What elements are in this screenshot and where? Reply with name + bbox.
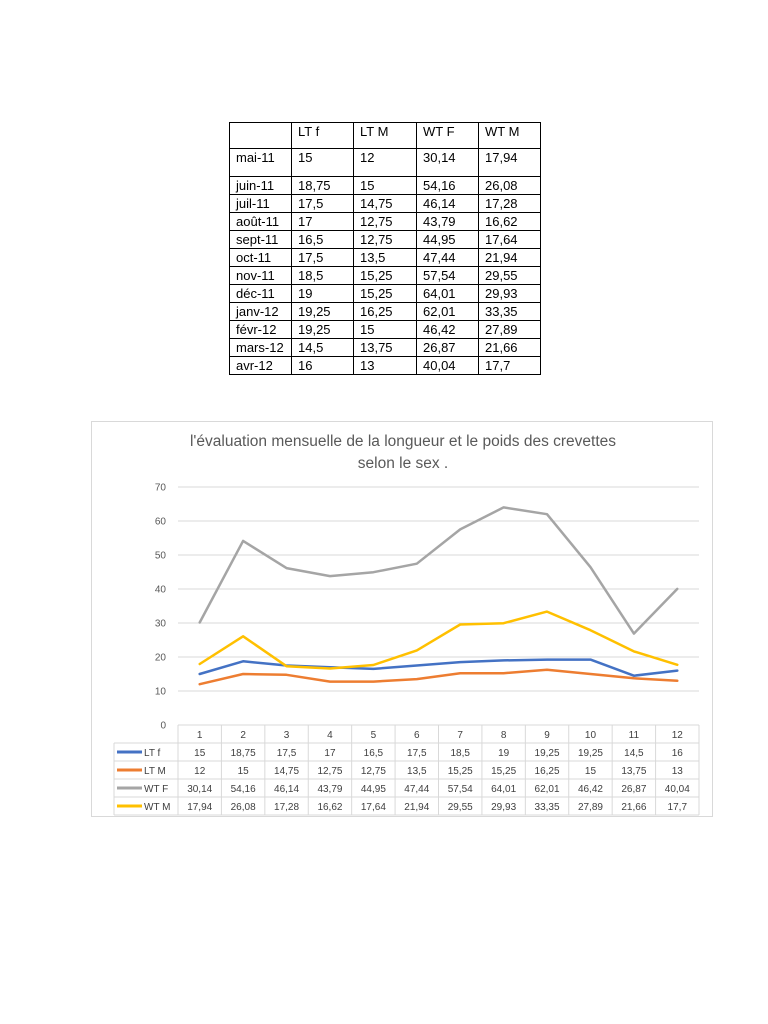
y-tick-label: 60 <box>154 516 166 528</box>
data-value-label: 29,93 <box>491 802 517 813</box>
x-category-label: 7 <box>457 730 463 741</box>
table-header-cell: WT F <box>417 123 479 149</box>
series-line-lt-m <box>200 670 678 684</box>
legend-series-name: WT M <box>144 802 171 813</box>
table-value-cell: 26,08 <box>479 177 541 195</box>
table-month-cell: mars-12 <box>230 339 292 357</box>
data-value-label: 17,5 <box>276 748 297 759</box>
table-row <box>230 357 541 375</box>
table-value-cell: 17,7 <box>479 357 541 375</box>
x-category-label: 12 <box>671 730 683 741</box>
table-value-cell: 62,01 <box>417 303 479 321</box>
y-tick-label: 40 <box>154 584 166 596</box>
data-value-label: 12,75 <box>317 766 343 777</box>
data-value-label: 17,7 <box>667 802 688 813</box>
data-value-label: 30,14 <box>187 784 213 795</box>
data-value-label: 17,94 <box>187 802 213 813</box>
table-row <box>230 339 541 357</box>
table-row <box>230 285 541 303</box>
data-value-label: 27,89 <box>577 802 603 813</box>
data-value-label: 13,5 <box>407 766 427 777</box>
table-value-cell: 12,75 <box>354 213 417 231</box>
table-value-cell: 64,01 <box>417 285 479 303</box>
table-row <box>230 177 541 195</box>
data-value-label: 44,95 <box>360 784 386 795</box>
table-value-cell: 57,54 <box>417 267 479 285</box>
table-value-cell: 21,66 <box>479 339 541 357</box>
data-value-label: 57,54 <box>447 784 473 795</box>
table-header-cell <box>230 123 292 149</box>
data-value-label: 15 <box>194 748 206 759</box>
table-month-cell: sept-11 <box>230 231 292 249</box>
x-category-label: 11 <box>628 730 640 741</box>
data-value-label: 12 <box>194 766 206 777</box>
table-value-cell: 47,44 <box>417 249 479 267</box>
y-tick-label: 50 <box>154 550 166 562</box>
data-value-label: 43,79 <box>317 784 343 795</box>
data-value-label: 29,55 <box>447 802 473 813</box>
line-chart <box>91 421 713 817</box>
table-month-cell: janv-12 <box>230 303 292 321</box>
table-value-cell: 44,95 <box>417 231 479 249</box>
data-value-label: 15,25 <box>447 766 473 777</box>
data-value-label: 21,94 <box>404 802 430 813</box>
table-month-cell: févr-12 <box>230 321 292 339</box>
data-value-label: 47,44 <box>404 784 430 795</box>
x-category-label: 6 <box>414 730 420 741</box>
x-category-label: 2 <box>240 730 246 741</box>
table-value-cell: 21,94 <box>479 249 541 267</box>
data-value-label: 17,5 <box>407 748 427 759</box>
table-value-cell: 12,75 <box>354 231 417 249</box>
table-header-cell: LT M <box>354 123 417 149</box>
table-value-cell: 15,25 <box>354 267 417 285</box>
table-header-cell: LT f <box>292 123 354 149</box>
table-value-cell: 54,16 <box>417 177 479 195</box>
legend-series-name: LT f <box>144 748 161 759</box>
table-value-cell: 16,5 <box>292 231 354 249</box>
table-value-cell: 16,62 <box>479 213 541 231</box>
table-value-cell: 13,75 <box>354 339 417 357</box>
data-value-label: 16 <box>671 748 683 759</box>
y-tick-label: 70 <box>154 482 166 494</box>
data-value-label: 21,66 <box>621 802 647 813</box>
data-value-label: 17,64 <box>360 802 386 813</box>
data-value-label: 33,35 <box>534 802 560 813</box>
y-tick-label: 20 <box>154 652 166 664</box>
table-month-cell: mai-11 <box>230 149 292 177</box>
table-value-cell: 33,35 <box>479 303 541 321</box>
data-value-label: 19 <box>498 748 510 759</box>
x-category-label: 4 <box>327 730 333 741</box>
table-value-cell: 13 <box>354 357 417 375</box>
data-value-label: 12,75 <box>360 766 386 777</box>
table-month-cell: oct-11 <box>230 249 292 267</box>
table-value-cell: 19 <box>292 285 354 303</box>
table-month-cell: juin-11 <box>230 177 292 195</box>
data-value-label: 13,75 <box>621 766 647 777</box>
chart-canvas <box>92 422 712 816</box>
data-value-label: 17 <box>324 748 336 759</box>
chart-title-line-2: selon le sex . <box>357 455 449 472</box>
table-row <box>230 195 541 213</box>
data-value-label: 40,04 <box>664 784 690 795</box>
data-value-label: 54,16 <box>230 784 256 795</box>
data-value-label: 15 <box>584 766 597 777</box>
data-value-label: 26,87 <box>621 784 647 795</box>
table-value-cell: 15 <box>354 177 417 195</box>
table-value-cell: 14,75 <box>354 195 417 213</box>
table-value-cell: 17,5 <box>292 195 354 213</box>
data-value-label: 13 <box>671 766 683 777</box>
table-value-cell: 29,93 <box>479 285 541 303</box>
table-month-cell: nov-11 <box>230 267 292 285</box>
data-value-label: 62,01 <box>534 784 560 795</box>
table-value-cell: 29,55 <box>479 267 541 285</box>
data-value-label: 64,01 <box>491 784 517 795</box>
x-category-label: 8 <box>500 730 507 741</box>
data-value-label: 14,5 <box>624 748 644 759</box>
table-value-cell: 43,79 <box>417 213 479 231</box>
data-value-label: 14,75 <box>274 766 300 777</box>
table-value-cell: 17,64 <box>479 231 541 249</box>
table-value-cell: 30,14 <box>417 149 479 177</box>
table-header-row <box>230 123 541 149</box>
table-row <box>230 249 541 267</box>
table-value-cell: 12 <box>354 149 417 177</box>
x-category-label: 1 <box>196 730 203 741</box>
y-tick-label: 30 <box>154 618 166 630</box>
x-category-label: 3 <box>283 730 290 741</box>
monthly-data-table <box>229 122 541 375</box>
table-value-cell: 26,87 <box>417 339 479 357</box>
data-value-label: 18,75 <box>230 748 256 759</box>
table-month-cell: déc-11 <box>230 285 292 303</box>
table-value-cell: 18,75 <box>292 177 354 195</box>
table-value-cell: 15 <box>354 321 417 339</box>
data-value-label: 26,08 <box>230 802 256 813</box>
table-row <box>230 303 541 321</box>
data-value-label: 46,14 <box>274 784 300 795</box>
data-value-label: 16,5 <box>363 748 384 759</box>
table-value-cell: 19,25 <box>292 303 354 321</box>
table-row <box>230 267 541 285</box>
table-value-cell: 16 <box>292 357 354 375</box>
table-row <box>230 321 541 339</box>
table-value-cell: 15,25 <box>354 285 417 303</box>
data-value-label: 16,62 <box>317 802 343 813</box>
table-value-cell: 40,04 <box>417 357 479 375</box>
legend-series-name: WT F <box>144 784 169 795</box>
data-value-label: 19,25 <box>534 748 560 759</box>
table-value-cell: 14,5 <box>292 339 354 357</box>
table-value-cell: 27,89 <box>479 321 541 339</box>
data-value-label: 15 <box>237 766 249 777</box>
table-value-cell: 17,5 <box>292 249 354 267</box>
table-value-cell: 16,25 <box>354 303 417 321</box>
table-value-cell: 46,42 <box>417 321 479 339</box>
table-row <box>230 149 541 177</box>
table-value-cell: 15 <box>292 149 354 177</box>
table-month-cell: juil-11 <box>230 195 292 213</box>
table-header-cell: WT M <box>479 123 541 149</box>
table-value-cell: 17,28 <box>479 195 541 213</box>
x-category-label: 10 <box>584 730 597 741</box>
data-value-label: 46,42 <box>577 784 603 795</box>
table-value-cell: 17,94 <box>479 149 541 177</box>
data-value-label: 16,25 <box>534 766 560 777</box>
series-line-wt-m <box>200 612 678 669</box>
y-tick-label: 10 <box>154 686 166 698</box>
legend-series-name: LT M <box>144 766 166 777</box>
table-value-cell: 13,5 <box>354 249 417 267</box>
x-category-label: 9 <box>544 730 550 741</box>
table-month-cell: avr-12 <box>230 357 292 375</box>
y-tick-label: 0 <box>160 720 166 732</box>
table-value-cell: 46,14 <box>417 195 479 213</box>
data-value-label: 18,5 <box>450 748 470 759</box>
chart-title-line-1: l'évaluation mensuelle de la longueur et le poids des crevettes <box>189 433 617 450</box>
table-value-cell: 17 <box>292 213 354 231</box>
table-value-cell: 19,25 <box>292 321 354 339</box>
series-line-wt-f <box>200 507 678 633</box>
table-row <box>230 231 541 249</box>
data-value-label: 15,25 <box>491 766 517 777</box>
table-month-cell: août-11 <box>230 213 292 231</box>
x-category-label: 5 <box>370 730 377 741</box>
table-row <box>230 213 541 231</box>
data-value-label: 19,25 <box>577 748 603 759</box>
data-value-label: 17,28 <box>274 802 300 813</box>
table-value-cell: 18,5 <box>292 267 354 285</box>
